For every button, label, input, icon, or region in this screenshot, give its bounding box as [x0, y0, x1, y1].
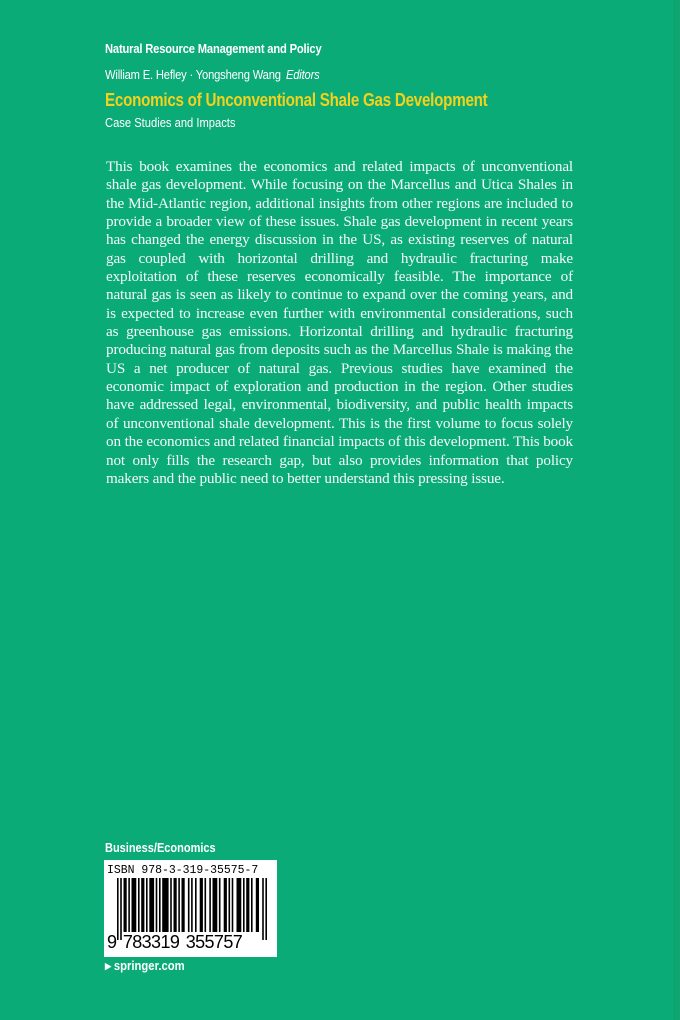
- barcode-bars-icon: [117, 878, 267, 940]
- editors-names: William E. Hefley · Yongsheng Wang: [105, 67, 281, 82]
- website-label: springer.com: [113, 959, 185, 973]
- spine-edge: [674, 0, 680, 1020]
- play-triangle-icon: ▶: [105, 961, 112, 971]
- publisher-website[interactable]: [105, 959, 185, 973]
- isbn-label: ISBN 978-3-319-35575-7: [107, 863, 259, 877]
- ean-group-2: 355757: [185, 932, 243, 952]
- book-title: Economics of Unconventional Shale Gas Development: [105, 89, 488, 110]
- book-subtitle: Case Studies and Impacts: [105, 115, 236, 130]
- ean-lead-digit: 9: [107, 932, 117, 952]
- book-description: This book examines the economics and related impacts of unconventional shale gas development. While focusing on the Marcellus and Utica Shales in the Mid-Atlantic region, additional insights from other regions are included to provide a broader view of these issues. Shale gas development in recent years has changed the energy discussion in the US, as existing reserves of natural gas coupled with horizontal drilling and hydraulic fracturing make exploitation of these reserves economically feasible. The importance of natural gas is seen as likely to continue to expand over the coming years, and is expected to increase even further with environmental considerations, such as greenhouse gas emissions. Horizontal drilling and hydraulic fracturing producing natural gas from deposits such as the Marcellus Shale is making the US a net producer of natural gas. Previous studies have examined the economic impact of exploration and production in the region. Other studies have addressed legal, environmental, biodiversity, and public health impacts of unconventional shale development. This is the first volume to focus solely on the economics and related financial impacts of this development. This book not only fills the research gap, but also provides information that policy makers and the public need to better understand this pressing issue.: [106, 158, 573, 487]
- isbn-barcode: [104, 860, 277, 957]
- editors-role: Editors: [285, 67, 320, 82]
- series-name: Natural Resource Management and Policy: [105, 41, 322, 56]
- editors-line: [105, 67, 320, 82]
- subject-category: Business/Economics: [105, 841, 216, 855]
- ean-digits: [106, 932, 243, 953]
- ean-group-1: 783319: [122, 932, 180, 952]
